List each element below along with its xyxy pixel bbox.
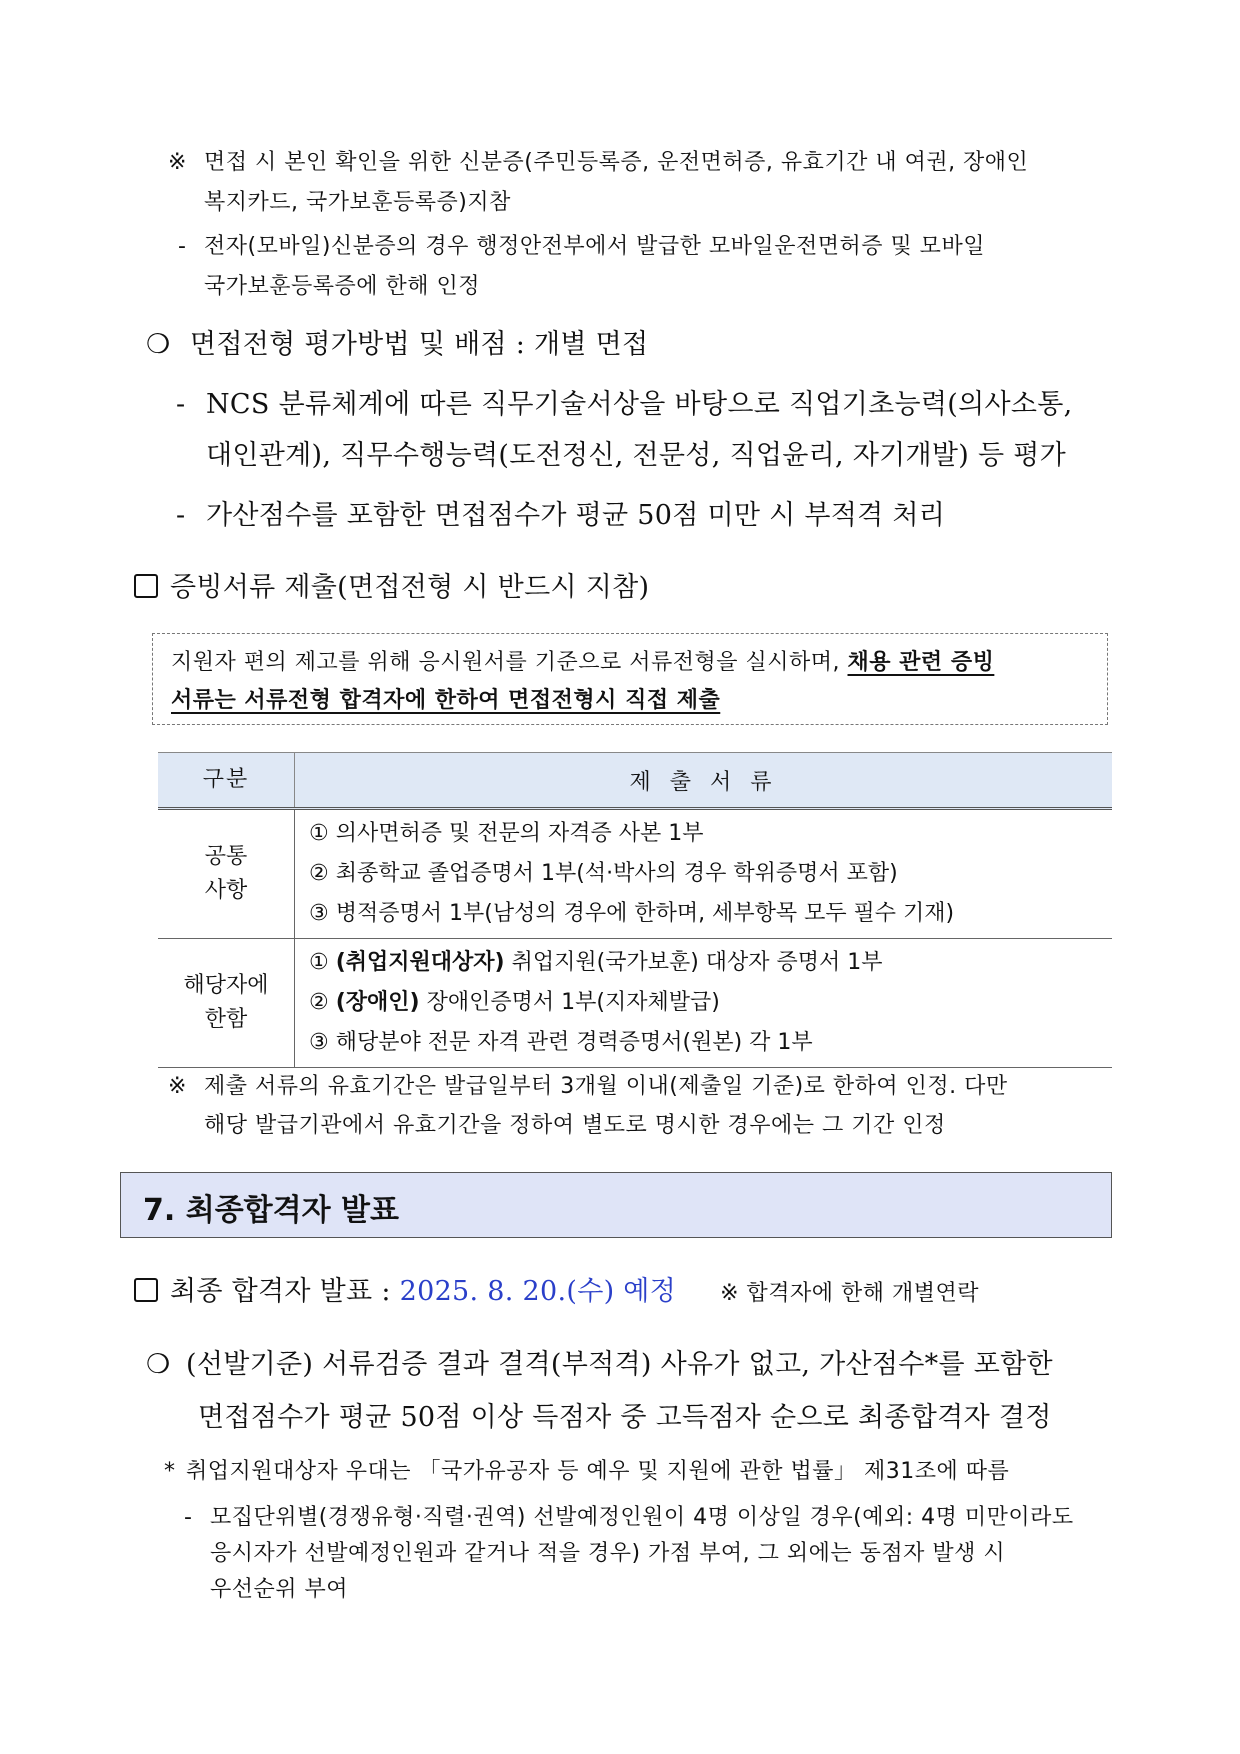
list-item bbox=[309, 943, 1112, 983]
item-text: 장애인증명서 1부(지자체발급) bbox=[419, 990, 720, 1015]
row-category bbox=[158, 809, 295, 939]
docs-table bbox=[158, 752, 1112, 1068]
interview-heading-text: 면접전형 평가방법 및 배점 : 개별 면접 bbox=[190, 329, 649, 360]
table-row bbox=[158, 939, 1112, 1068]
row-category-line-1: 공통 bbox=[204, 844, 248, 869]
validity-note-line-2: 해당 발급기관에서 유효기간을 정하여 별도로 명시한 경우에는 그 기간 인정 bbox=[204, 1113, 946, 1138]
interview-heading bbox=[146, 325, 648, 365]
id-note-line-1 bbox=[168, 147, 1028, 179]
docs-info-underline-2: 서류는 서류전형 합격자에 한하여 면접전형시 직접 제출 bbox=[171, 688, 721, 713]
announce-note: ※ 합격자에 한해 개별연락 bbox=[720, 1281, 980, 1306]
docs-info-underline-1: 채용 관련 증빙 bbox=[847, 650, 995, 675]
circle-bullet-icon: ❍ bbox=[146, 1349, 171, 1380]
interview-item-1-text: NCS 분류체계에 따른 직무기술서상을 바탕으로 직업기초능력(의사소통, bbox=[206, 389, 1073, 420]
item-text: 취업지원(국가보훈) 대상자 증명서 1부 bbox=[504, 950, 883, 975]
row-category-line-1: 해당자에 bbox=[183, 973, 269, 998]
id-note-text-1: 면접 시 본인 확인을 위한 신분증(주민등록증, 운전면허증, 유효기간 내 여권, 장애인 bbox=[204, 150, 1029, 175]
section-7-title: 7. 최종합격자 발표 bbox=[143, 1193, 400, 1228]
item-text: 최종학교 졸업증명서 1부(석·박사의 경우 학위증명서 포함) bbox=[335, 861, 898, 886]
table-header-row bbox=[158, 753, 1112, 809]
list-item bbox=[309, 983, 1112, 1023]
criteria-line-2: 면접점수가 평균 50점 이상 득점자 중 고득점자 순으로 최종합격자 결정 bbox=[198, 1402, 1052, 1433]
reference-mark: ※ bbox=[168, 150, 187, 175]
table-row bbox=[158, 809, 1112, 939]
docs-info-plain: 지원자 편의 제고를 위해 응시원서를 기준으로 서류전형을 실시하며, bbox=[171, 650, 848, 675]
footnote-line bbox=[164, 1456, 1009, 1488]
item-number: ② bbox=[309, 861, 329, 886]
dash-mark: - bbox=[176, 389, 186, 420]
item-number: ③ bbox=[309, 1030, 329, 1055]
checkbox-square-icon bbox=[134, 1278, 158, 1302]
list-item bbox=[309, 854, 1112, 894]
dash-mark: - bbox=[184, 1505, 193, 1530]
footnote-star: * bbox=[164, 1459, 176, 1484]
interview-item-1-line-2: 대인관계), 직무수행능력(도전정신, 전문성, 직업윤리, 자기개발) 등 평가 bbox=[206, 440, 1067, 471]
interview-item-2-text: 가산점수를 포함한 면접점수가 평균 50점 미만 시 부적격 처리 bbox=[206, 500, 946, 531]
item-text: 의사면허증 및 전문의 자격증 사본 1부 bbox=[335, 821, 704, 846]
item-number: ③ bbox=[309, 901, 329, 926]
item-number: ① bbox=[309, 821, 329, 846]
interview-item-2 bbox=[176, 496, 945, 536]
sub-line-3: 우선순위 부여 bbox=[210, 1577, 349, 1602]
list-item bbox=[309, 1023, 1112, 1063]
docs-info-text bbox=[171, 644, 994, 720]
sub-line-1 bbox=[184, 1502, 1074, 1534]
row-category-line-2: 한함 bbox=[204, 1007, 248, 1032]
item-text: 해당분야 전문 자격 관련 경력증명서(원본) 각 1부 bbox=[335, 1030, 813, 1055]
id-note-line-2: 복지카드, 국가보훈등록증)지참 bbox=[204, 190, 511, 215]
item-number: ① bbox=[309, 950, 329, 975]
row-items bbox=[295, 939, 1113, 1068]
sub-line-2: 응시자가 선발예정인원과 같거나 적을 경우) 가점 부여, 그 외에는 동점자 발생 시 bbox=[210, 1541, 1006, 1566]
row-items bbox=[295, 809, 1113, 939]
criteria-text-1: (선발기준) 서류검증 결과 결격(부적격) 사유가 없고, 가산점수*를 포함한 bbox=[186, 1349, 1053, 1380]
reference-mark: ※ bbox=[168, 1074, 187, 1099]
docs-heading-text: 증빙서류 제출(면접전형 시 반드시 지참) bbox=[170, 572, 650, 603]
checkbox-square-icon bbox=[134, 574, 158, 598]
mobile-id-line-1 bbox=[178, 231, 985, 263]
dash-mark: - bbox=[176, 500, 186, 531]
item-bold-label: (취업지원대상자) bbox=[335, 950, 505, 975]
section-7-bar bbox=[120, 1172, 1112, 1238]
row-category-line-2: 사항 bbox=[204, 878, 248, 903]
row-category bbox=[158, 939, 295, 1068]
circle-bullet-icon: ❍ bbox=[146, 329, 171, 360]
item-bold-label: (장애인) bbox=[335, 990, 420, 1015]
criteria-line-1 bbox=[146, 1345, 1053, 1385]
mobile-id-text-1: 전자(모바일)신분증의 경우 행정안전부에서 발급한 모바일운전면허증 및 모바일 bbox=[204, 234, 985, 259]
mobile-id-line-2: 국가보훈등록증에 한해 인정 bbox=[204, 274, 481, 299]
footnote-text: 취업지원대상자 우대는 「국가유공자 등 예우 및 지원에 관한 법률」 제31조에 따름 bbox=[186, 1459, 1010, 1484]
table-header-category: 구분 bbox=[158, 753, 295, 809]
dash-mark: - bbox=[178, 234, 187, 259]
item-text: 병적증명서 1부(남성의 경우에 한하며, 세부항목 모두 필수 기재) bbox=[335, 901, 955, 926]
announce-line bbox=[134, 1272, 979, 1314]
table-header-documents: 제 출 서 류 bbox=[295, 753, 1113, 809]
docs-info-box bbox=[152, 633, 1108, 725]
item-number: ② bbox=[309, 990, 329, 1015]
interview-item-1-line-1 bbox=[176, 385, 1073, 425]
sub-text-1: 모집단위별(경쟁유형·직렬·권역) 선발예정인원이 4명 이상일 경우(예외: 4명 미만이라도 bbox=[210, 1505, 1074, 1530]
announce-date: 2025. 8. 20.(수) 예정 bbox=[399, 1276, 677, 1307]
list-item bbox=[309, 814, 1112, 854]
docs-heading bbox=[134, 568, 649, 608]
list-item bbox=[309, 894, 1112, 934]
validity-note-line-1 bbox=[168, 1071, 1008, 1103]
announce-label: 최종 합격자 발표 : bbox=[170, 1276, 400, 1307]
validity-note-text-1: 제출 서류의 유효기간은 발급일부터 3개월 이내(제출일 기준)로 한하여 인정. 다만 bbox=[204, 1074, 1008, 1099]
